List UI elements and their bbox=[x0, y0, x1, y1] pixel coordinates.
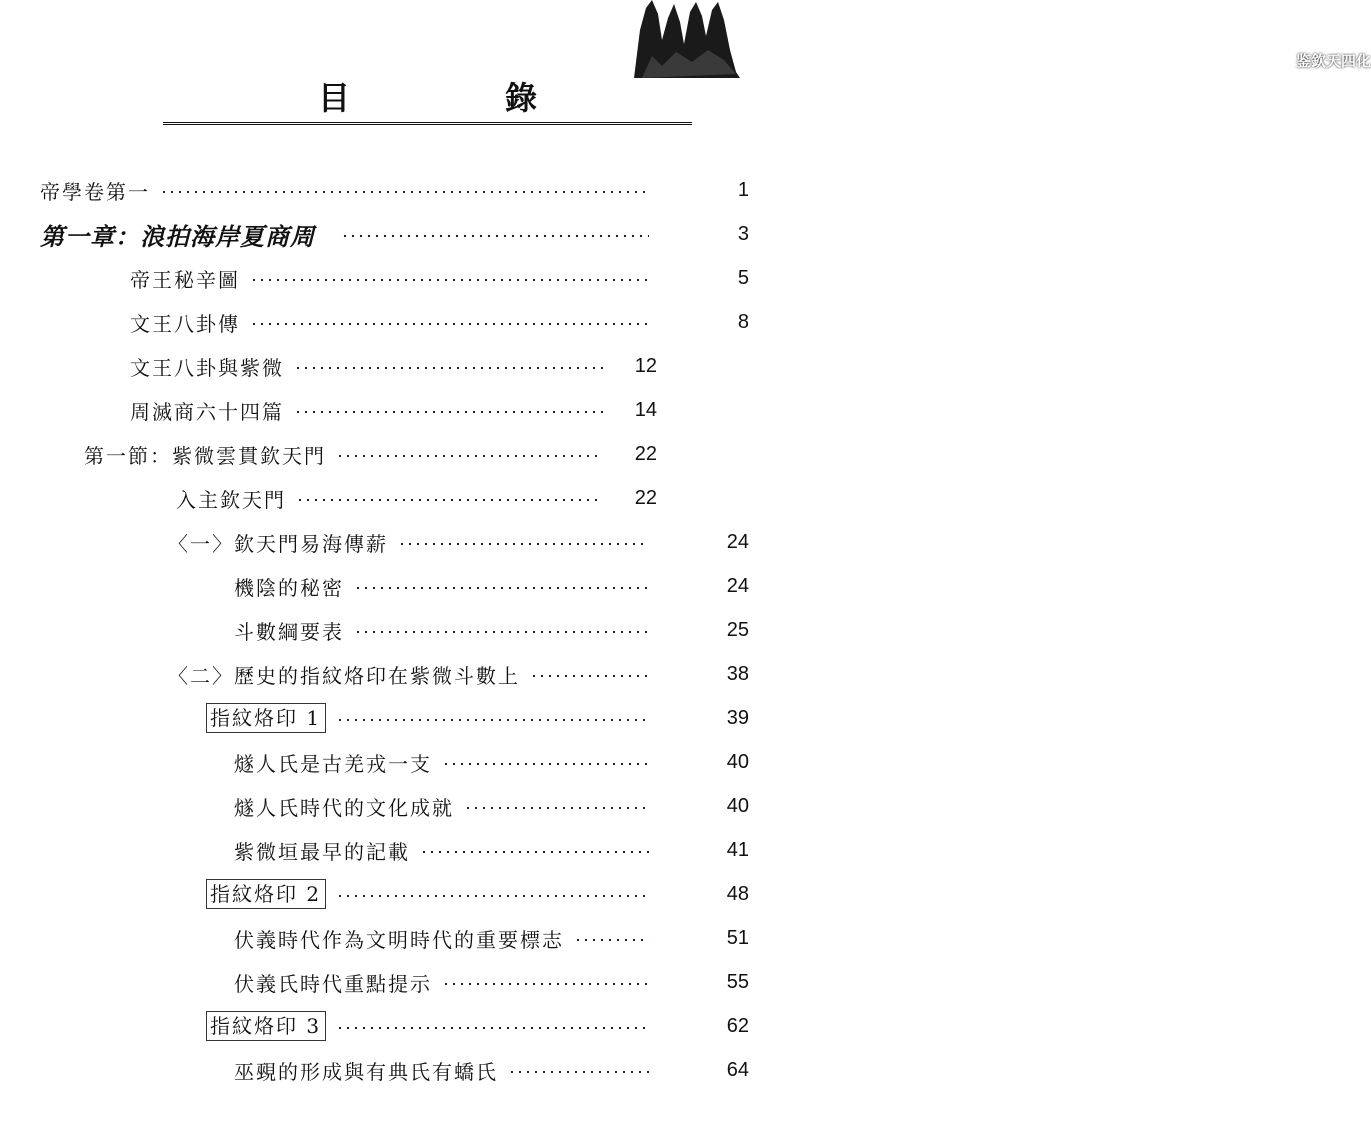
page-title-text: 目錄 bbox=[163, 76, 692, 125]
toc-entry-label: 周滅商六十四篇 bbox=[130, 399, 284, 424]
dot-leader bbox=[336, 454, 603, 458]
toc-entry-label: 燧人氏時代的文化成就 bbox=[234, 795, 454, 820]
toc-entry-label: 指紋烙印 3 bbox=[206, 1011, 326, 1041]
toc-entry[interactable] bbox=[130, 258, 749, 298]
dot-leader bbox=[508, 1070, 649, 1074]
toc-entry[interactable] bbox=[234, 918, 749, 958]
dot-leader bbox=[574, 938, 649, 942]
toc-entry-page: 3 bbox=[737, 222, 749, 245]
dot-leader bbox=[530, 674, 649, 678]
dot-leader bbox=[336, 894, 649, 898]
toc-entry-page: 25 bbox=[726, 618, 749, 641]
toc-entry-label: 伏義氏時代重點提示 bbox=[234, 971, 432, 996]
toc-entry-label: 帝學卷第一 bbox=[40, 179, 150, 204]
toc-entry-page: 39 bbox=[726, 706, 749, 729]
mountain-logo-icon bbox=[632, 0, 742, 82]
dot-leader bbox=[420, 850, 649, 854]
toc-entry-label: 紫微垣最早的記載 bbox=[234, 839, 410, 864]
dot-leader bbox=[160, 190, 649, 194]
toc-entry[interactable] bbox=[176, 478, 657, 518]
toc-entry[interactable] bbox=[130, 302, 749, 342]
toc-section-entry[interactable] bbox=[84, 434, 657, 474]
dot-leader bbox=[442, 762, 649, 766]
toc-entry[interactable] bbox=[234, 962, 749, 1002]
toc-entry[interactable] bbox=[168, 522, 749, 562]
dot-leader bbox=[398, 542, 649, 546]
toc-entry-label: 入主欽天門 bbox=[176, 487, 286, 512]
publisher-logo bbox=[632, 0, 1371, 82]
dot-leader bbox=[336, 1026, 649, 1030]
toc-entry-page: 40 bbox=[726, 794, 749, 817]
toc-entry-label: 文王八卦傳 bbox=[130, 311, 240, 336]
logo-text: 鉴欽天四化 bbox=[1296, 52, 1371, 70]
dot-leader bbox=[341, 234, 649, 238]
toc-entry[interactable] bbox=[168, 654, 749, 694]
dot-leader bbox=[294, 366, 603, 370]
dot-leader bbox=[296, 498, 603, 502]
toc-entry[interactable] bbox=[234, 830, 749, 870]
toc-entry-page: 1 bbox=[737, 178, 749, 201]
toc-entry[interactable] bbox=[234, 566, 749, 606]
toc-boxed-entry[interactable] bbox=[206, 698, 749, 738]
dot-leader bbox=[354, 630, 649, 634]
dot-leader bbox=[250, 322, 649, 326]
toc-entry-label: 第一章：浪拍海岸夏商周 bbox=[40, 221, 315, 251]
toc-entry-label: 機陰的秘密 bbox=[234, 575, 344, 600]
toc-entry-page: 24 bbox=[726, 574, 749, 597]
toc-entry-page: 8 bbox=[737, 310, 749, 333]
toc-entry-page: 38 bbox=[726, 662, 749, 685]
toc-entry-label: 第一節：紫微雲貫欽天門 bbox=[84, 443, 326, 468]
toc-entry-page: 5 bbox=[737, 266, 749, 289]
toc-entry-page: 22 bbox=[634, 486, 657, 509]
toc-entry-label: 燧人氏是古羌戎一支 bbox=[234, 751, 432, 776]
toc-entry-label: 〈二〉歷史的指紋烙印在紫微斗數上 bbox=[168, 663, 520, 688]
dot-leader bbox=[336, 718, 649, 722]
dot-leader bbox=[250, 278, 649, 282]
toc-entry[interactable] bbox=[234, 786, 749, 826]
toc-entry-page: 48 bbox=[726, 882, 749, 905]
dot-leader bbox=[442, 982, 649, 986]
toc-entry[interactable] bbox=[40, 170, 749, 210]
toc-entry-label: 帝王秘辛圖 bbox=[130, 267, 240, 292]
toc-entry-label: 斗數綱要表 bbox=[234, 619, 344, 644]
toc-entry-page: 12 bbox=[634, 354, 657, 377]
toc-entry-page: 51 bbox=[726, 926, 749, 949]
toc-entry-label: 文王八卦與紫微 bbox=[130, 355, 284, 380]
toc-entry-label: 伏義時代作為文明時代的重要標志 bbox=[234, 927, 564, 952]
dot-leader bbox=[294, 410, 603, 414]
toc-entry-page: 62 bbox=[726, 1014, 749, 1037]
toc-chapter-entry[interactable] bbox=[40, 214, 749, 254]
toc-entry[interactable] bbox=[130, 346, 657, 386]
toc-entry-label: 〈一〉欽天門易海傳薪 bbox=[168, 531, 388, 556]
toc-entry-label: 指紋烙印 2 bbox=[206, 879, 326, 909]
dot-leader bbox=[464, 806, 649, 810]
toc-entry[interactable] bbox=[234, 1050, 749, 1090]
toc-entry[interactable] bbox=[234, 610, 749, 650]
toc-entry-page: 55 bbox=[726, 970, 749, 993]
toc-entry-label: 巫覡的形成與有典氏有蟜氏 bbox=[234, 1059, 498, 1084]
toc-boxed-entry[interactable] bbox=[206, 1006, 749, 1046]
dot-leader bbox=[354, 586, 649, 590]
page-title bbox=[0, 76, 700, 125]
toc-entry-page: 64 bbox=[726, 1058, 749, 1081]
toc-entry[interactable] bbox=[234, 742, 749, 782]
toc-boxed-entry[interactable] bbox=[206, 874, 749, 914]
toc-entry-page: 24 bbox=[726, 530, 749, 553]
toc-entry-page: 41 bbox=[726, 838, 749, 861]
toc-entry-page: 22 bbox=[634, 442, 657, 465]
toc-entry-label: 指紋烙印 1 bbox=[206, 703, 326, 733]
toc-entry-page: 40 bbox=[726, 750, 749, 773]
toc-entry[interactable] bbox=[130, 390, 657, 430]
toc-entry-page: 14 bbox=[634, 398, 657, 421]
